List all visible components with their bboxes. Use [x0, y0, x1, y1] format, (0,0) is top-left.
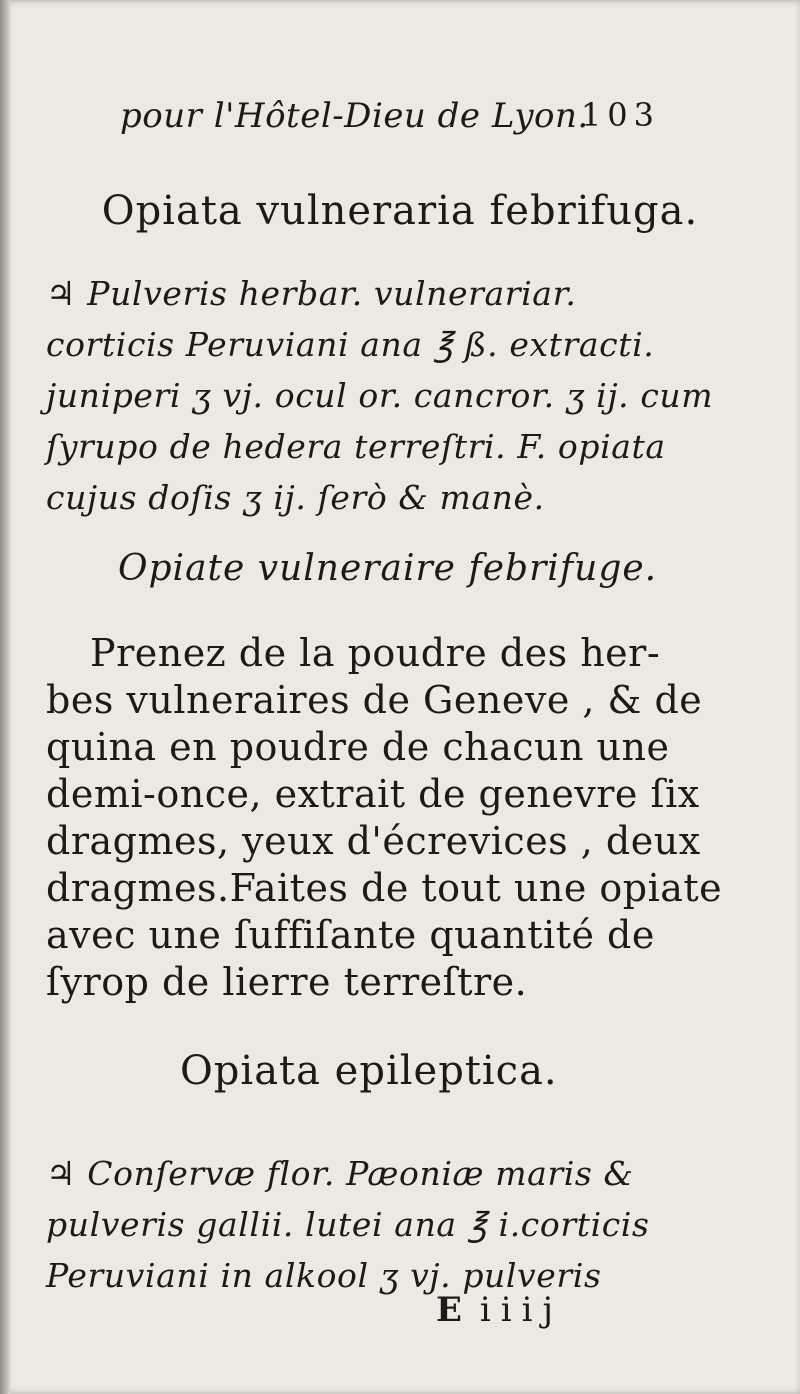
french-recipe-text	[46, 630, 723, 1006]
recipe-line: ſyrupo de hedera terreſtri. F. opiata	[46, 427, 666, 466]
recipe-line: juniperi ʒ vj. ocul or. cancror. ʒ ij. cum	[46, 376, 714, 415]
signature-mark	[436, 1290, 563, 1330]
page-number: 103	[580, 96, 660, 134]
recipe-line: pulveris gallii. lutei ana ℥ i.corticis	[46, 1205, 650, 1244]
text-line: avec une ſuffiſante quantité de	[46, 913, 655, 957]
recipe-line: ♃ Conſervæ flor. Pæoniæ maris &	[46, 1154, 634, 1193]
recipe-line: ♃ Pulveris herbar. vulnerariar.	[46, 274, 577, 313]
text-line: bes vulneraires de Geneve , & de	[46, 678, 703, 722]
text-line: dragmes, yeux d'écrevices , deux	[46, 819, 701, 863]
recipe-line: Peruviani in alkool ʒ vj. pulveris	[46, 1256, 602, 1295]
text-line: dragmes.Faites de tout une opiate	[46, 866, 723, 910]
text-line: Prenez de la poudre des her-	[90, 631, 661, 675]
section-title-opiata-vulneraria: Opiata vulneraria febrifuga.	[101, 188, 699, 234]
signature-letter: E	[436, 1290, 462, 1330]
latin-recipe-epileptica	[46, 1148, 686, 1301]
french-section-title: Opiate vulneraire febrifuge.	[118, 548, 658, 589]
text-line: ſyrop de lierre terreſtre.	[46, 960, 528, 1004]
section-title-opiata-epileptica: Opiata epileptica.	[180, 1048, 558, 1094]
recipe-line: cujus doſis ʒ ij. ſerò & manè.	[46, 478, 545, 517]
latin-recipe-vulneraria	[46, 268, 714, 523]
text-line: demi-once, extrait de genevre ſix	[46, 772, 700, 816]
signature-numeral: iiij	[479, 1290, 564, 1330]
text-line: quina en poudre de chacun une	[46, 725, 670, 769]
running-head: pour l'Hôtel-Dieu de Lyon.	[120, 96, 589, 136]
page-header	[120, 96, 660, 140]
recipe-line: corticis Peruviani ana ℥ ß. extracti.	[46, 325, 655, 364]
